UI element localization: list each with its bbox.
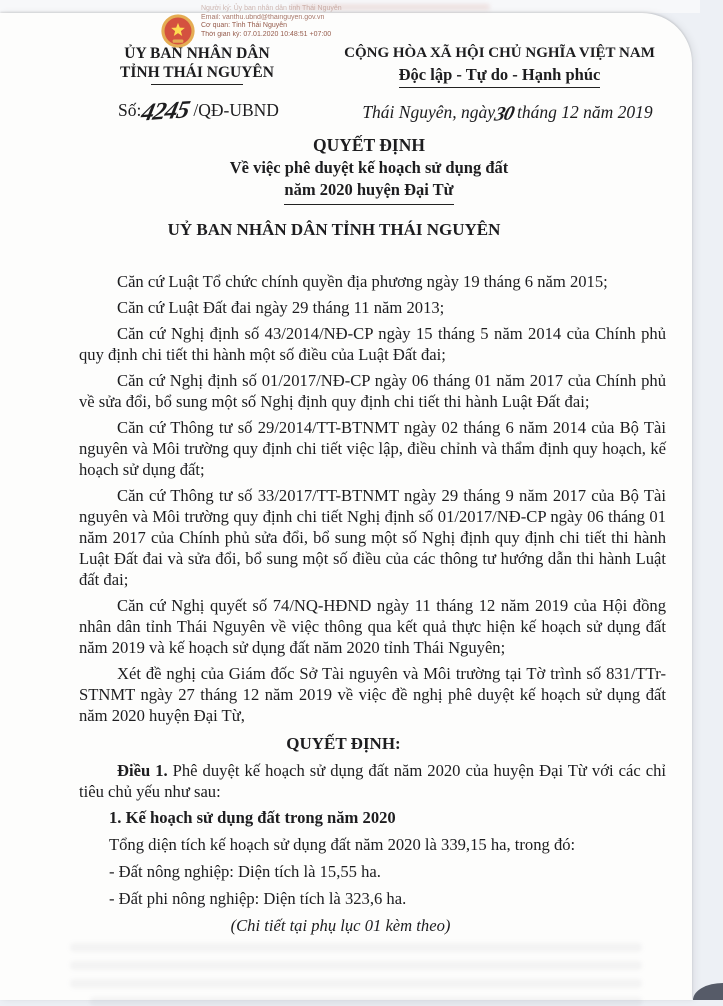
agricultural-land-line: - Đất nông nghiệp: Diện tích là 15,55 ha. — [109, 862, 381, 881]
doc-type-title: QUYẾT ĐỊNH — [313, 135, 425, 155]
digital-signature-stamp — [160, 4, 391, 49]
document-number — [118, 95, 279, 127]
article-1-label: Điều 1. — [117, 761, 168, 780]
bleedthrough-artifact — [70, 979, 642, 988]
national-header-block — [312, 44, 687, 88]
place-date-suffix: tháng 12 năm 2019 — [517, 102, 653, 122]
doc-number-handwritten: 4245 — [139, 96, 192, 127]
document-title-block — [78, 134, 666, 205]
signature-info — [201, 5, 391, 39]
preamble-paragraph: Căn cứ Nghị định số 01/2017/NĐ-CP ngày 06 tháng 01 năm 2017 của Chính phủ về sửa đổi, bổ sung một số Nghị định quy định chi tiết thi hành Luật Đất đai; — [79, 371, 666, 411]
signature-time: Thời gian ký: 07.01.2020 10:48:51 +07:00 — [201, 30, 332, 38]
article-1-text: Phê duyệt kế hoạch sử dụng đất năm 2020 của huyện Đại Từ với các chỉ tiêu chủ yếu như sau: — [79, 761, 667, 801]
bleedthrough-artifact — [70, 961, 642, 970]
appendix-note: (Chi tiết tại phụ lục 01 kèm theo) — [230, 916, 451, 935]
signature-email: Email: vanthu.ubnd@thainguyen.gov.vn — [201, 13, 325, 21]
preamble-paragraph: Căn cứ Thông tư số 33/2017/TT-BTNMT ngày 29 tháng 9 năm 2017 của Bộ Tài nguyên và Môi trường quy định chi tiết Nghị định số 01/2017/NĐ-CP ngày 06 tháng 01 năm 2017 của Chính phủ sửa đổi, bổ sung một số Nghị định quy định chi tiết thi hành Luật Đất đai và sửa đổi, bổ sung một số điều của các thông tư hướng dẫn thi hành Luật đất đai; — [79, 486, 666, 589]
document-body — [79, 271, 666, 936]
decision-heading: QUYẾT ĐỊNH: — [286, 734, 401, 753]
bleedthrough-artifact — [90, 997, 642, 1006]
total-area-line: Tổng diện tích kế hoạch sử dụng đất năm 2020 là 339,15 ha, trong đó: — [109, 835, 576, 854]
article-1-paragraph — [79, 760, 666, 802]
issuer-name-line1: ỦY BAN NHÂN DÂN — [124, 45, 270, 62]
preamble-paragraph: Căn cứ Nghị định số 43/2014/NĐ-CP ngày 15 tháng 5 năm 2014 của Chính phủ quy định chi tiết thi hành một số điều của Luật Đất đai; — [79, 324, 666, 364]
national-motto-line2: Độc lập - Tự do - Hạnh phúc — [399, 65, 601, 88]
bleedthrough-artifact — [70, 943, 642, 952]
preamble-paragraph: Căn cứ Luật Tổ chức chính quyền địa phương ngày 19 tháng 6 năm 2015; — [117, 272, 608, 291]
doc-number-prefix: Số: — [118, 100, 142, 120]
preamble-paragraph: Xét đề nghị của Giám đốc Sở Tài nguyên và Môi trường tại Tờ trình số 831/TTr-STNMT ngày 27 tháng 12 năm 2019 về việc đề nghị phê duyệt kế hoạch sử dụng đất năm 2020 huyện Đại Từ, — [79, 664, 666, 725]
preamble-paragraph: Căn cứ Nghị quyết số 74/NQ-HĐND ngày 11 tháng 12 năm 2019 của Hội đồng nhân dân tỉnh Thái Nguyên về việc thông qua kết quả thực hiện kế hoạch sử dụng đất năm 2019 và kế hoạch sử dụng đất năm 2020 tỉnh Thái Nguyên; — [79, 596, 666, 657]
national-motto-line1: CỘNG HÒA XÃ HỘI CHỦ NGHĨA VIỆT NAM — [344, 45, 655, 61]
document-page — [0, 5, 692, 1000]
non-agricultural-land-line: - Đất phi nông nghiệp: Diện tích là 323,6 ha. — [109, 889, 407, 908]
issuing-authority-line: UỶ BAN NHÂN DÂN TỈNH THÁI NGUYÊN — [167, 220, 501, 239]
issuer-name-line2: TỈNH THÁI NGUYÊN — [120, 64, 274, 81]
issuer-block — [92, 44, 302, 85]
doc-number-suffix: /QĐ-UBND — [193, 100, 279, 120]
section-1-heading: 1. Kế hoạch sử dụng đất trong năm 2020 — [109, 808, 396, 827]
issuer-underline — [151, 84, 243, 85]
date-day-handwritten: 30 — [492, 102, 516, 126]
doc-subject-line2: năm 2020 huyện Đại Từ — [284, 179, 453, 205]
place-date-prefix: Thái Nguyên, ngày — [362, 102, 496, 122]
scan-corner-shadow — [693, 983, 723, 1000]
preamble-paragraph: Căn cứ Luật Đất đai ngày 29 tháng 11 năm 2013; — [117, 298, 445, 317]
place-and-date-line — [335, 101, 680, 124]
doc-subject-line1: Về việc phê duyệt kế hoạch sử dụng đất — [229, 158, 509, 177]
preamble-paragraph: Căn cứ Thông tư số 29/2014/TT-BTNMT ngày 02 tháng 6 năm 2014 của Bộ Tài nguyên và Môi trường quy định chi tiết việc lập, điều chỉnh và thẩm định quy hoạch, kế hoạch sử dụng đất; — [79, 418, 666, 479]
signature-signer: Người ký: Ủy ban nhân dân tỉnh Thái Nguyên — [201, 5, 342, 12]
signature-agency: Cơ quan: Tỉnh Thái Nguyên — [201, 22, 288, 29]
